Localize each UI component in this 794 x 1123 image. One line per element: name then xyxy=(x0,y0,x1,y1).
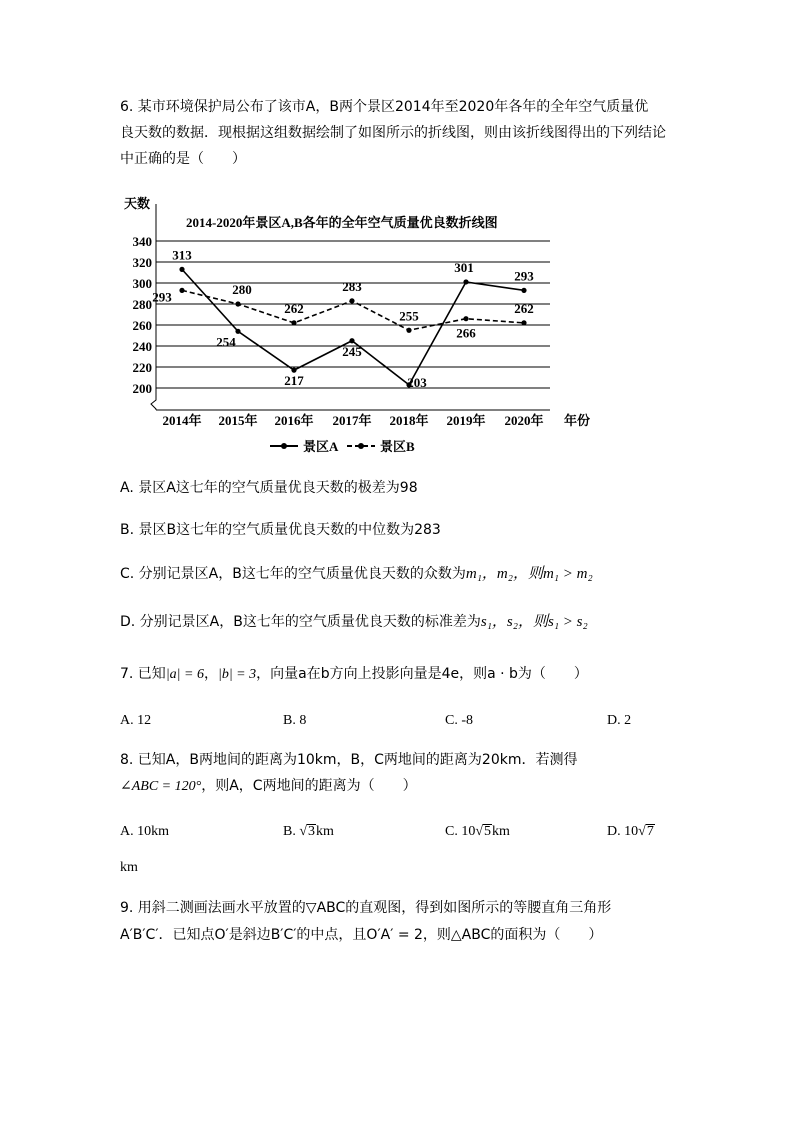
data-label: 254 xyxy=(216,334,236,350)
data-labels xyxy=(152,247,534,390)
legend-label-a: 景区A xyxy=(303,439,339,454)
q8-option-d-radicand: 7 xyxy=(646,824,654,839)
legend xyxy=(270,439,415,454)
data-point xyxy=(463,316,468,321)
q8-line-2 xyxy=(120,776,417,797)
q6-option-c xyxy=(120,564,593,584)
q7-option-d: D. 2 xyxy=(607,713,632,728)
y-tick-label: 280 xyxy=(132,297,152,312)
x-tick-label: 2019年 xyxy=(446,413,486,428)
q8-option-c-prefix: C. xyxy=(445,824,458,839)
q8-option-b-prefix: B. xyxy=(283,824,296,839)
x-tick-label: 2015年 xyxy=(218,413,258,428)
q6-option-a: A. 景区A这七年的空气质量优良天数的极差为98 xyxy=(120,480,418,496)
q6-line-2: 良天数的数据．现根据这组数据绘制了如图所示的折线图，则由该折线图得出的下列结论 xyxy=(120,125,666,141)
x-tick-label: 2018年 xyxy=(389,413,429,428)
data-label: 262 xyxy=(284,300,304,316)
q8-option-b: B. √3km xyxy=(283,824,334,839)
q6-line-3: 中正确的是（ ） xyxy=(120,151,246,167)
y-tick-label: 200 xyxy=(132,381,152,396)
q7-option-b: B. 8 xyxy=(283,713,307,728)
q8-angle: ∠ABC = 120° xyxy=(120,779,202,794)
q8-option-c-unit: km xyxy=(492,824,510,839)
q6-option-b: B. 景区B这七年的空气质量优良天数的中位数为283 xyxy=(120,522,441,538)
q7-magnitude-a: |a| = 6 xyxy=(165,667,204,682)
legend-label-b: 景区B xyxy=(380,439,415,454)
q7-magnitude-b: |b| = 3 xyxy=(217,667,257,682)
data-point xyxy=(463,279,468,284)
chart-grid xyxy=(156,241,550,388)
q6-line-1: 6. 某市环境保护局公布了该市A，B两个景区2014年至2020年各年的全年空气质量优 xyxy=(120,99,649,115)
data-label: 262 xyxy=(514,300,534,316)
q8-line-2-rest: ，则A，C两地间的距离为（ ） xyxy=(201,778,417,794)
q8-option-a: A. 10km xyxy=(120,824,169,839)
data-point xyxy=(521,288,526,293)
data-label: 280 xyxy=(232,282,252,297)
x-axis-label: 年份 xyxy=(564,413,591,428)
data-point xyxy=(235,329,240,334)
data-point xyxy=(235,301,240,306)
q9-line-1: 9. 用斜二测画法画水平放置的▽ABC的直观图，得到如图所示的等腰直角三角形 xyxy=(120,900,612,916)
data-point xyxy=(521,320,526,325)
q6-option-d xyxy=(120,612,588,632)
q8-option-c: C. 10√5km xyxy=(445,824,510,839)
x-tick-labels xyxy=(162,413,543,428)
q8-option-b-unit: km xyxy=(316,824,334,839)
q7-option-a: A. 12 xyxy=(120,713,152,728)
y-tick-label: 260 xyxy=(132,318,152,333)
q9-line-2: A′B′C′．已知点O′是斜边B′C′的中点，且O′A′ = 2，则△ABC的面积为（ ） xyxy=(120,927,603,943)
x-tick-label: 2017年 xyxy=(332,413,372,428)
data-label: 313 xyxy=(172,247,192,263)
q8-option-d: D. 10√7 xyxy=(607,824,654,839)
data-point xyxy=(349,298,354,303)
y-axis-label: 天数 xyxy=(124,196,151,211)
q8-option-b-radicand: 3 xyxy=(308,824,316,839)
data-label: 203 xyxy=(407,374,427,390)
q8-option-d-coef: 10 xyxy=(624,824,639,839)
chart-title: 2014-2020年景区A,B各年的全年空气质量优良数折线图 xyxy=(186,215,498,230)
q6-option-d-math: s₁，s₂，则s₁ > s₂ xyxy=(480,614,588,630)
y-tick-label: 240 xyxy=(132,339,152,354)
data-point xyxy=(179,288,184,293)
y-tick-labels xyxy=(133,234,153,396)
data-label: 283 xyxy=(342,278,362,294)
data-label: 245 xyxy=(342,343,362,359)
data-label: 266 xyxy=(456,325,476,341)
data-label: 293 xyxy=(514,268,534,284)
q6-option-c-text: C. 分别记景区A，B这七年的空气质量优良天数的众数为 xyxy=(120,566,466,582)
q7-option-c: C. -8 xyxy=(445,713,473,728)
data-label: 301 xyxy=(454,259,474,275)
legend-marker-b xyxy=(358,443,364,449)
q8-option-c-coef: 10 xyxy=(461,824,476,839)
q6-option-c-math: m₁，m₂，则m₁ > m₂ xyxy=(465,566,593,582)
q8-option-c-radicand: 5 xyxy=(484,824,492,839)
x-tick-label: 2014年 xyxy=(162,413,202,428)
line-chart xyxy=(110,190,610,460)
data-point xyxy=(291,320,296,325)
x-tick-label: 2016年 xyxy=(274,413,314,428)
data-label: 293 xyxy=(152,289,172,305)
q6-option-d-text: D. 分别记景区A，B这七年的空气质量优良天数的标准差为 xyxy=(120,614,481,630)
q8-option-d-prefix: D. xyxy=(607,824,621,839)
y-tick-label: 320 xyxy=(132,255,152,270)
y-tick-label: 220 xyxy=(132,360,152,375)
data-point xyxy=(349,338,354,343)
legend-marker-a xyxy=(281,443,287,449)
q8-line-1: 8. 已知A，B两地间的距离为10km，B，C两地间的距离为20km．若测得 xyxy=(120,752,578,768)
data-point xyxy=(406,328,411,333)
q7-text-c: ，向量a在b方向上投影向量是4e，则a · b为（ ） xyxy=(256,666,588,682)
y-tick-label: 340 xyxy=(132,234,152,249)
q8-option-d-unit: km xyxy=(120,860,138,875)
q7-stem xyxy=(120,664,588,685)
y-tick-label: 300 xyxy=(132,276,152,291)
data-label: 255 xyxy=(399,308,419,324)
data-label: 217 xyxy=(284,373,304,389)
q7-text-b: ， xyxy=(203,666,218,682)
q7-text-a: 7. 已知 xyxy=(120,666,166,682)
data-point xyxy=(179,267,184,272)
x-tick-label: 2020年 xyxy=(504,413,544,428)
data-point xyxy=(291,368,296,373)
